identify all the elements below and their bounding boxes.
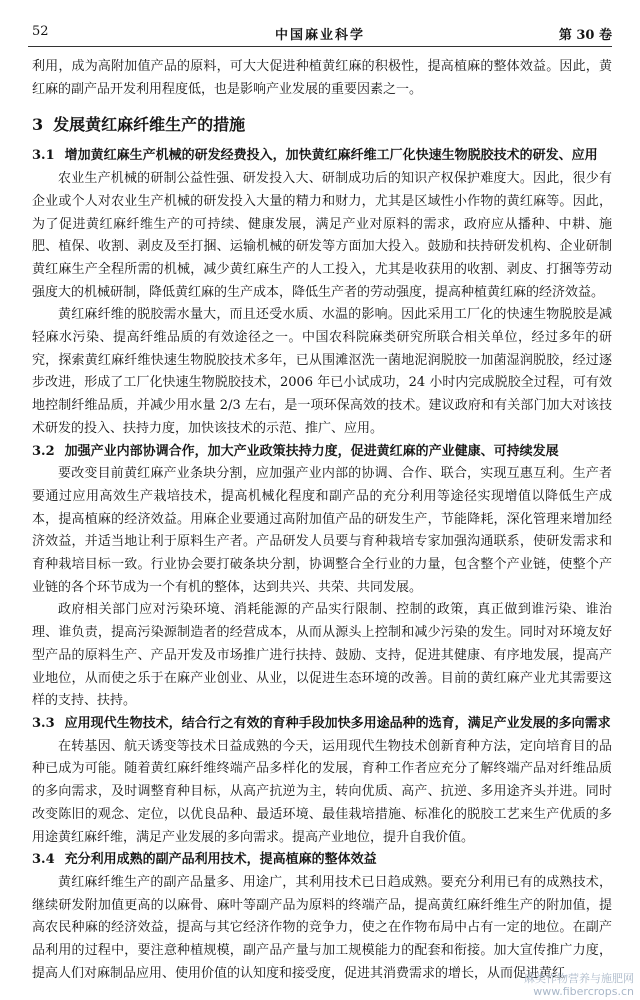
subsection-3-3-title: 应用现代生物技术，结合行之有效的育种手段加快多用途品种的选育，满足产业发展的多向需求 bbox=[64, 715, 611, 731]
paragraph-3-2-b: 政府相关部门应对污染环境、消耗能源的产品实行限制、控制的政策，真正做到谁污染、谁治理、谁负责，提高污染源制造者的经营成本，从而从源头上控制和减少污染的发生。同时对环境友好型产品的原料生产、产品开发及市场推广进行扶持、鼓励、支持，促进其健康、有序地发展，提高产业地位，从而使之乐于在麻产业创业、从业，以促进生态环境的改善。目前的黄红麻产业尤其需要这样的支持、扶持。 bbox=[32, 602, 612, 709]
subsection-3-1-heading bbox=[32, 145, 612, 168]
paragraph-3-1-b: 黄红麻纤维的脱胶需水量大，而且还受水质、水温的影响。因此采用工厂化的快速生物脱胶是减轻麻水污染、提高纤维品质的有效途径之一。中国农科院麻类研究所联合相关单位，经过多年的研究，探索黄红麻纤维快速生物脱胶技术多年，已从围滩沤洗一菌地泥润脱胶一加菌湿润脱胶，经过逐步改进，形成了工厂化快速生物脱胶技术，2006 年已小试成功，24 小时内完成脱胶全过程，可有效地控制纤维品质，并减少用水量 2/3 左右，是一项环保高效的技术。建议政府和有关部门加大对该技术研发的投入、扶持力度，加快该技术的示范、推广、应用。 bbox=[32, 307, 612, 436]
subsection-3-2-title: 加强产业内部协调合作，加大产业政策扶持力度，促进黄红麻的产业健康、可持续发展 bbox=[64, 443, 559, 459]
subsection-3-2-number: 3.2 bbox=[32, 443, 55, 459]
intro-paragraph: 利用，成为高附加值产品的原料，可大大促进种植黄红麻的积极性，提高植麻的整体效益。因此，黄红麻的副产品开发利用程度低，也是影响产业发展的重要因素之一。 bbox=[32, 59, 612, 97]
site-watermark bbox=[524, 972, 634, 998]
subsection-3-1-title: 增加黄红麻生产机械的研发经费投入，加快黄红麻纤维工厂化快速生物脱胶技术的研发、应用 bbox=[64, 148, 598, 164]
subsection-3-3-heading bbox=[32, 713, 612, 736]
subsection-3-3-number: 3.3 bbox=[32, 715, 55, 731]
section-3-number: 3 bbox=[32, 115, 44, 135]
paragraph-3-2-a: 要改变目前黄红麻产业条块分割，应加强产业内部的协调、合作、联合，实现互惠互利。生产者要通过应用高效生产栽培技术，提高机械化程度和副产品的充分利用等途径实现增值以降低生产成本，提高植麻的经济效益。用麻企业要通过高附加值产品的研发生产，节能降耗，深化管理来增加经济效益，并适当地让利于原料生产者。产品研发人员要与育种栽培专家加强沟通联系，使研发需求和育种栽培目标一致。行业协会要打破条块分割，协调整合全行业的力量，包含整个产业链，使整个产业链的各个环节成为一个有机的整体，达到共兴、共荣、共同发展。 bbox=[32, 466, 612, 595]
subsection-3-4-title: 充分利用成熟的副产品利用技术，提高植麻的整体效益 bbox=[64, 852, 377, 868]
subsection-3-1-number: 3.1 bbox=[32, 148, 55, 164]
paragraph-3-3-a: 在转基因、航天诱变等技术日益成熟的今天，运用现代生物技术创新育种方法，定向培育目的品种已成为可能。随着黄红麻纤维终端产品多样化的发展，育种工作者应充分了解终端产品对纤维品质的多向需求，及时调整育种目标，从高产抗逆为主，转向优质、高产、抗逆、多用途齐头并进。同时改变陈旧的观念、定位，以优良品种、最适环境、最佳栽培措施、标准化的脱胶工艺来生产优质的多用途黄红麻纤维，满足产业发展的多向需求。提高产业地位，提升自我价值。 bbox=[32, 738, 612, 845]
paragraph-3-4-a: 黄红麻纤维生产的副产品量多、用途广，其利用技术已日趋成熟。要充分利用已有的成熟技术，继续研发附加值更高的以麻骨、麻叶等副产品为原料的终端产品，提高黄红麻纤维生产的附加值，提高农民种麻的经济效益，提高与其它经济作物的竞争力，使之在作物布局中占有一定的地位。在副产品利用的过程中，要注意种植规模，副产品产量与加工规模能力的配套和衔接。加大宣传推广力度，提高人们对麻制品应用、使用价值的认知度和接受度，促进其消费需求的增长，从而促进黄红 bbox=[32, 874, 612, 981]
journal-title: 中国麻业科学 bbox=[274, 28, 365, 43]
subsection-3-2-heading bbox=[32, 441, 612, 464]
section-3-title: 发展黄红麻纤维生产的措施 bbox=[53, 115, 246, 135]
article-body bbox=[32, 56, 612, 985]
running-header bbox=[28, 12, 612, 47]
watermark-line-1: 麻类作物营养与施肥网 bbox=[524, 972, 634, 985]
watermark-line-2: www.fibercrops.cn bbox=[533, 985, 634, 998]
subsection-3-4-number: 3.4 bbox=[32, 852, 55, 868]
page-number: 52 bbox=[32, 24, 49, 39]
paragraph-3-1-a: 农业生产机械的研制公益性强、研发投入大、研制成功后的知识产权保护难度大。因此，很少有企业或个人对农业生产机械的研发投入大量的精力和财力，尤其是区域性小作物的黄红麻等。因此，为了促进黄红麻纤维生产的可持续、健康发展，满足产业对原料的需求，政府应从播种、中耕、施肥、植保、收割、剥皮及至打捆、运输机械的研发等方面加大投入。鼓励和扶持研发机构、企业研制黄红麻生产全程所需的机械，减少黄红麻生产的人工投入，尤其是收获用的收割、剥皮、打捆等劳动强度大的机械研制，降低黄红麻的生产成本，降低生产者的劳动强度，提高种植黄红麻的经济效益。 bbox=[32, 171, 612, 300]
volume-label: 第 30 卷 bbox=[558, 28, 612, 43]
subsection-3-4-heading bbox=[32, 849, 612, 872]
section-3-heading bbox=[32, 110, 612, 140]
